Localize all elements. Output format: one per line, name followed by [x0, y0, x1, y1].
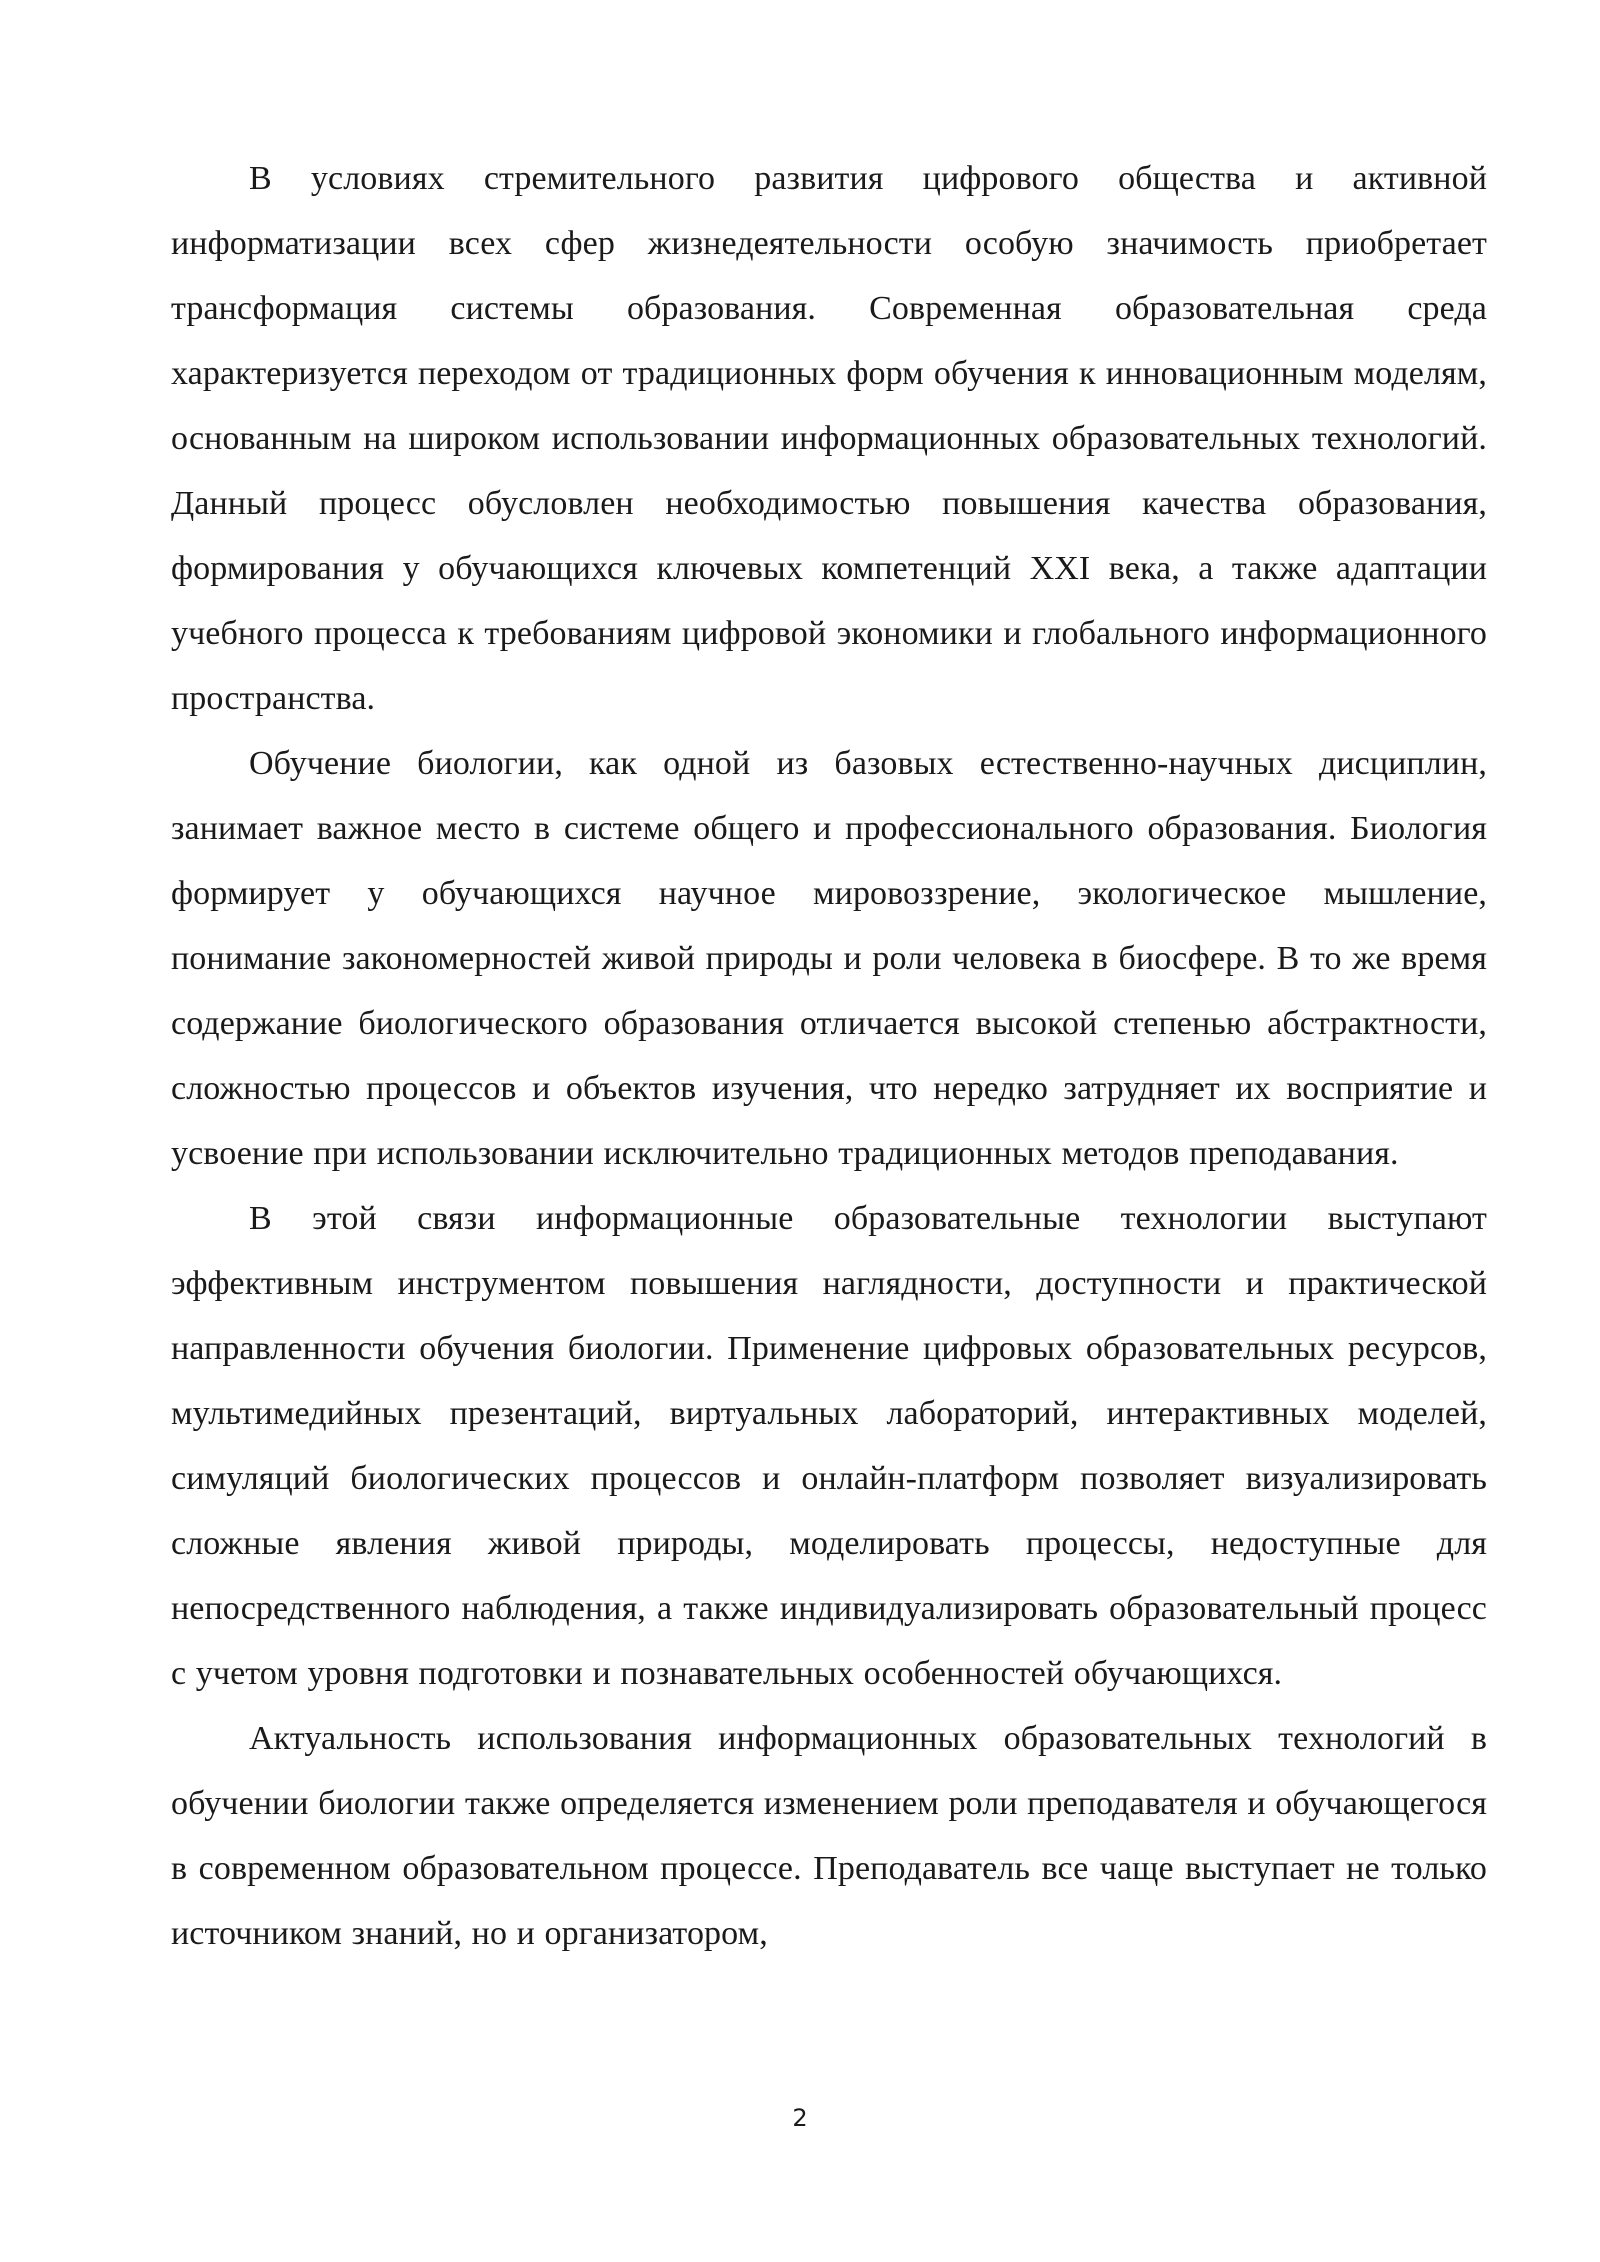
paragraph: В условиях стремительного развития цифрового общества и активной информатизации всех сфер жизнедеятельности особую значимость приобретает трансформация системы образования. Современная образовательная среда характеризуется переходом от традиционных форм обучения к инновационным моделям, основанным на широком использовании информационных образовательных технологий. Данный процесс обусловлен необходимостью повышения качества образования, формирования у обучающихся ключевых компетенций XXI века, а также адаптации учебного процесса к требованиям цифровой экономики и глобального информационного пространства.: [171, 160, 1487, 717]
paragraph: Актуальность использования информационных образовательных технологий в обучении биологии также определяется изменением роли преподавателя и обучающегося в современном образовательном процессе. Преподаватель все чаще выступает не только источником знаний, но и организатором,: [171, 1720, 1487, 1952]
page-number: 2: [792, 2104, 808, 2132]
paragraph: Обучение биологии, как одной из базовых естественно-научных дисциплин, занимает важное место в системе общего и профессионального образования. Биология формирует у обучающихся научное мировоззрение, экологическое мышление, понимание закономерностей живой природы и роли человека в биосфере. В то же время содержание биологического образования отличается высокой степенью абстрактности, сложностью процессов и объектов изучения, что нередко затрудняет их восприятие и усвоение при использовании исключительно традиционных методов преподавания.: [171, 745, 1487, 1172]
document-body: [171, 146, 1487, 1966]
paragraph: В этой связи информационные образовательные технологии выступают эффективным инструментом повышения наглядности, доступности и практической направленности обучения биологии. Применение цифровых образовательных ресурсов, мультимедийных презентаций, виртуальных лабораторий, интерактивных моделей, симуляций биологических процессов и онлайн-платформ позволяет визуализировать сложные явления живой природы, моделировать процессы, недоступные для непосредственного наблюдения, а также индивидуализировать образовательный процесс с учетом уровня подготовки и познавательных особенностей обучающихся.: [171, 1200, 1487, 1692]
